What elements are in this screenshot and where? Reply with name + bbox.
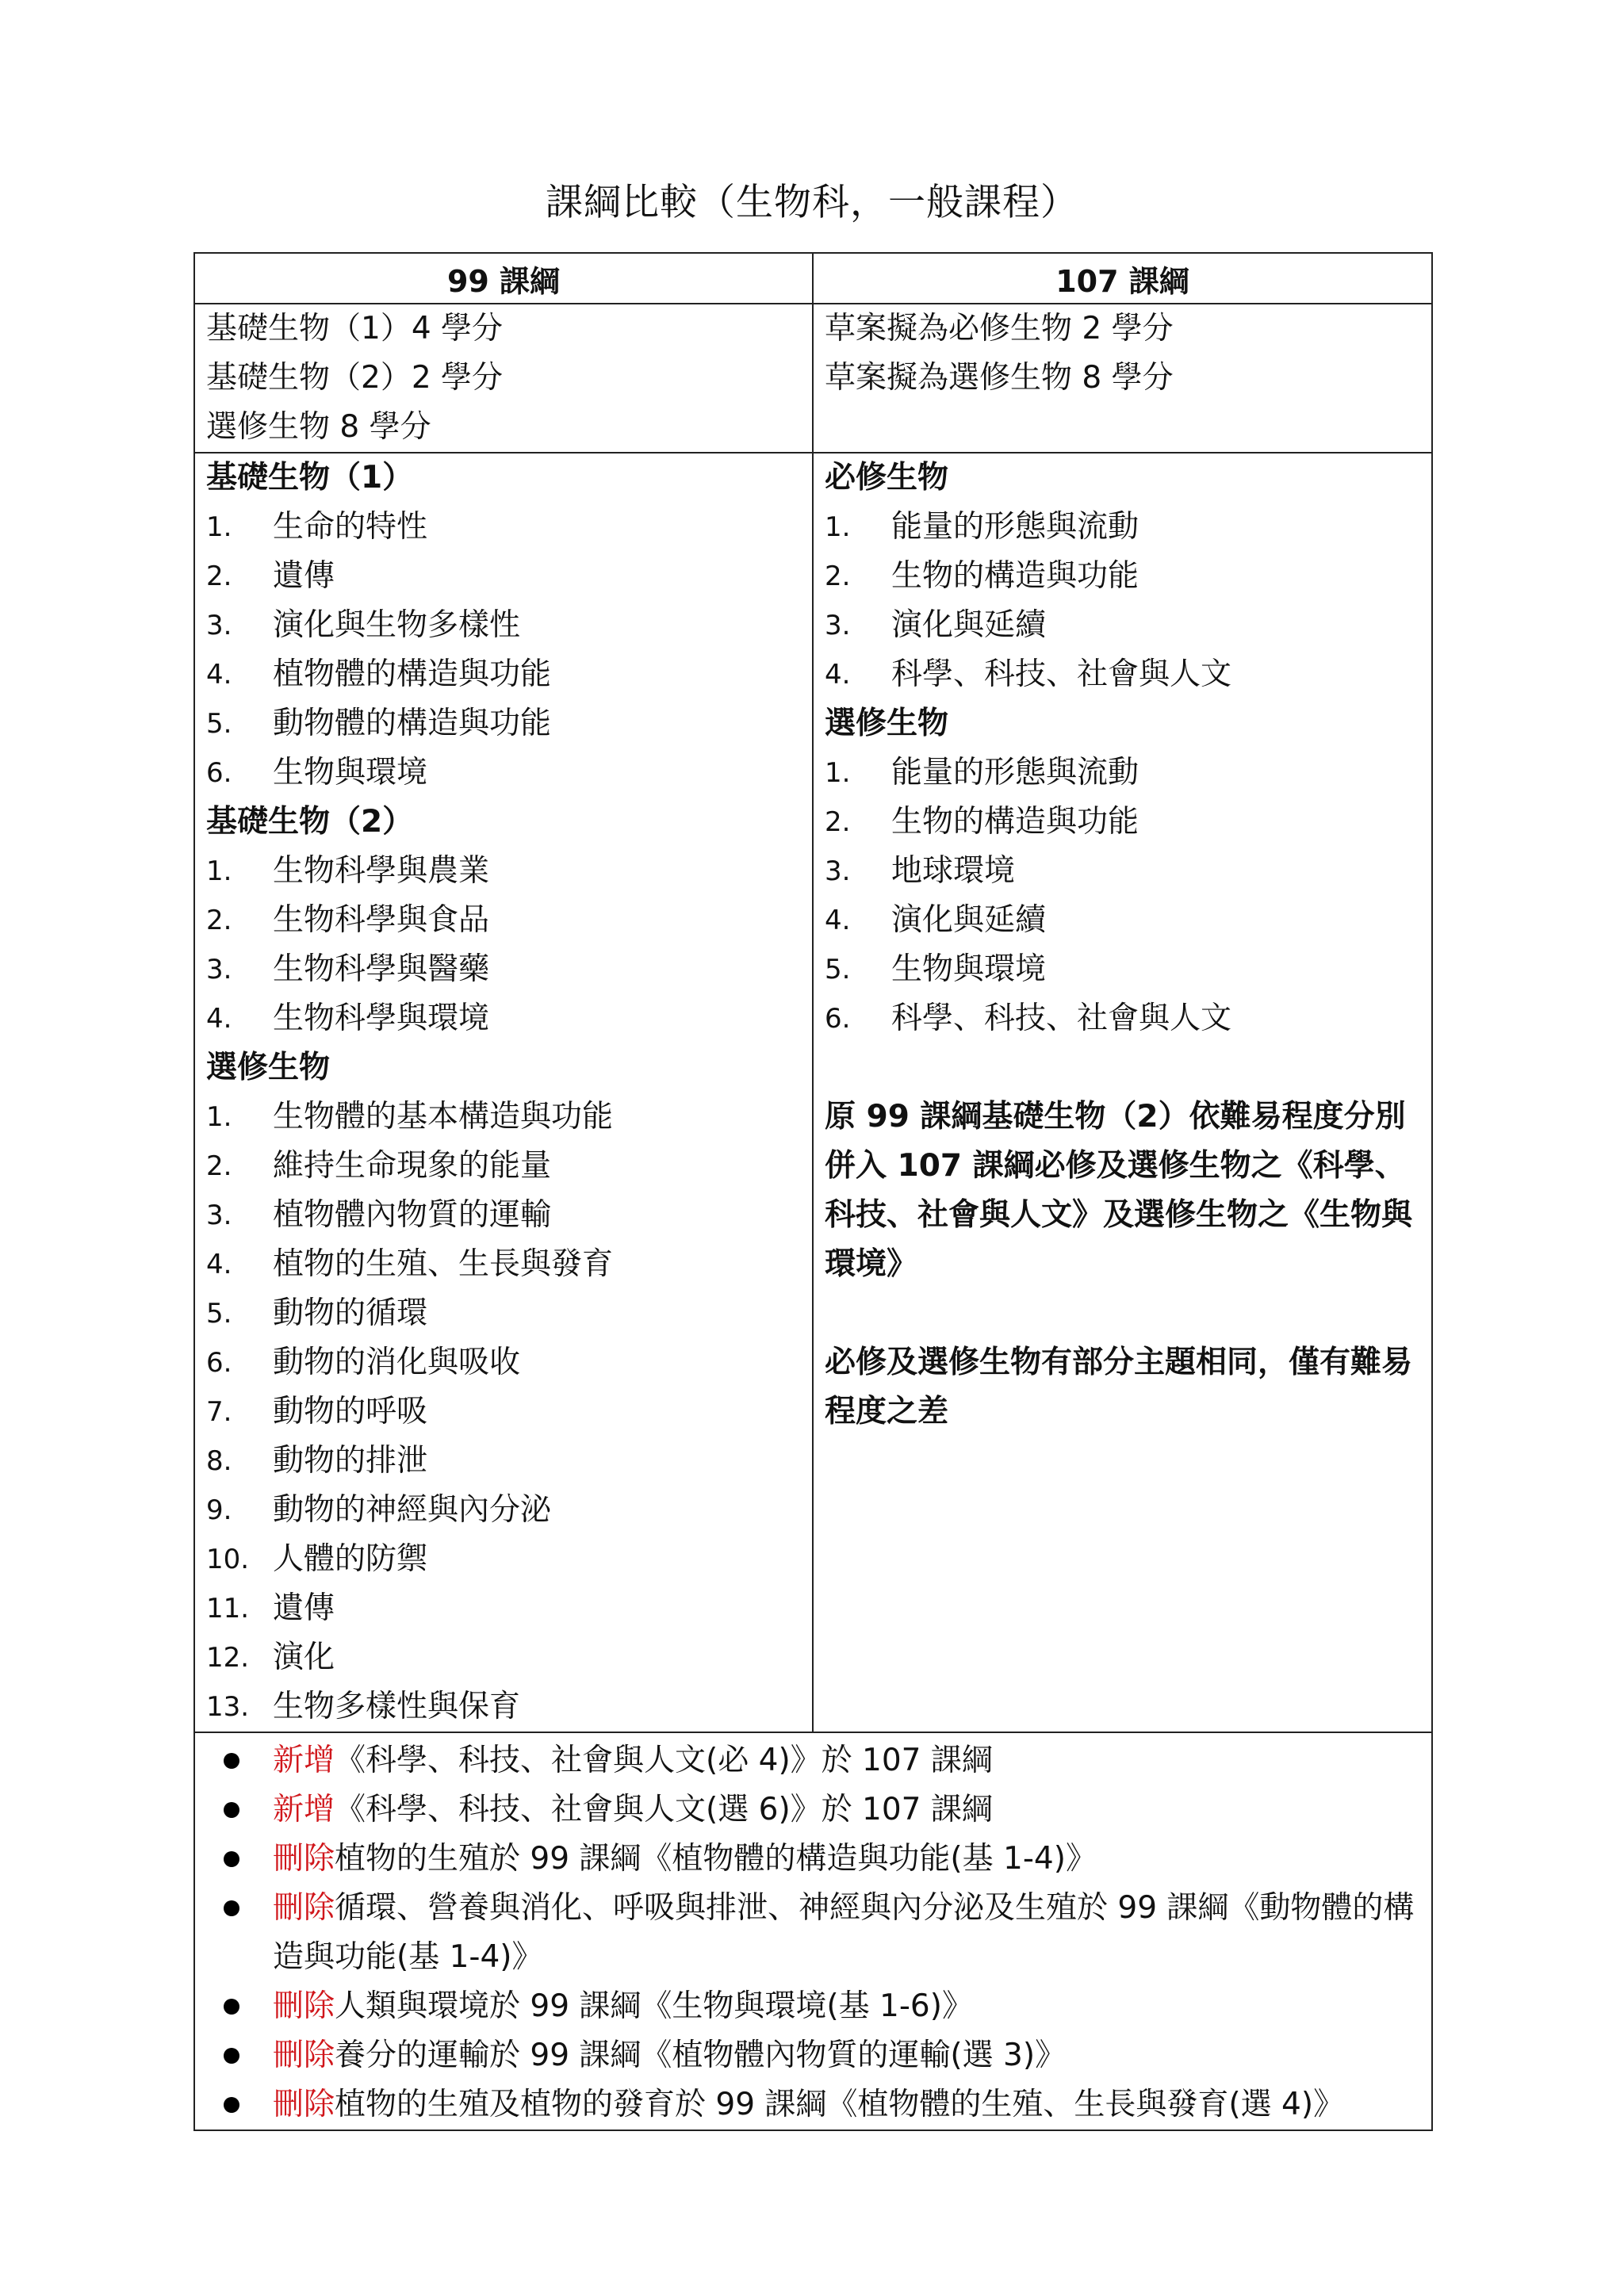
- topic-number: 4.: [206, 1249, 232, 1280]
- credit-line: 草案擬為必修生物 2 學分: [825, 311, 1174, 346]
- credit-line: 基礎生物（2）2 學分: [206, 360, 504, 396]
- change-action: 新增: [273, 1792, 335, 1827]
- topic-text: 遺傳: [273, 558, 335, 594]
- bullet-icon: [206, 1982, 273, 2031]
- change-text: [273, 1884, 1420, 1982]
- header-99: 99 課綱: [194, 253, 813, 304]
- topic-item: [206, 650, 801, 699]
- topic-number: 3.: [825, 610, 851, 641]
- change-text: [273, 1736, 993, 1785]
- topic-number: 5.: [206, 1298, 232, 1330]
- topic-text: 科學、科技、社會與人文: [891, 656, 1232, 692]
- topic-item: [825, 503, 1420, 552]
- topic-text: 生物的構造與功能: [891, 558, 1139, 594]
- change-detail: 人類與環境於 99 課綱《生物與環境(基 1-6)》: [335, 1988, 973, 2024]
- topic-text: 動物體的構造與功能: [273, 706, 552, 741]
- topic-text: 植物體的構造與功能: [273, 656, 552, 692]
- topic-text: 植物的生殖、生長與發育: [273, 1246, 614, 1282]
- credits-99: [194, 304, 813, 453]
- topic-number: 3.: [206, 610, 232, 641]
- spacer: [825, 1043, 1420, 1093]
- topic-item: [206, 1387, 801, 1437]
- topic-item: [206, 1338, 801, 1387]
- topic-item: [206, 847, 801, 896]
- header-107: 107 課綱: [813, 253, 1432, 304]
- topic-text: 地球環境: [891, 853, 1016, 889]
- topic-number: 11.: [206, 1593, 250, 1624]
- topic-item: [206, 699, 801, 748]
- topic-item: [825, 552, 1420, 601]
- topic-item: [206, 994, 801, 1043]
- change-text: [273, 1785, 993, 1835]
- change-detail: 植物的生殖及植物的發育於 99 課綱《植物體的生殖、生長與發育(選 4)》: [335, 2087, 1345, 2122]
- topic-number: 5.: [206, 708, 232, 740]
- change-item: [206, 2031, 1420, 2080]
- change-item: [206, 1785, 1420, 1835]
- topic-item: [206, 552, 801, 601]
- topic-number: 4.: [825, 659, 851, 691]
- bullet-icon: [206, 2031, 273, 2080]
- topic-item: [825, 798, 1420, 847]
- credits-row: [194, 304, 1432, 453]
- change-action: 刪除: [273, 1890, 335, 1926]
- topic-item: [206, 1682, 801, 1732]
- topic-text: 生物科學與醫藥: [273, 951, 490, 987]
- topic-text: 演化與延續: [891, 607, 1047, 643]
- topic-text: 生物的構造與功能: [891, 804, 1139, 840]
- topic-text: 能量的形態與流動: [891, 755, 1139, 790]
- topic-number: 5.: [825, 954, 851, 985]
- topic-text: 演化: [273, 1640, 335, 1675]
- topic-number: 13.: [206, 1691, 250, 1723]
- topics-row: [194, 453, 1432, 1732]
- topic-text: 動物的排泄: [273, 1443, 428, 1479]
- topic-item: [825, 896, 1420, 945]
- credit-line: 草案擬為選修生物 8 學分: [825, 360, 1174, 396]
- note-difficulty: 必修及選修生物有部分主題相同，僅有難易程度之差: [825, 1345, 1413, 1429]
- topics-107-list: [825, 453, 1420, 1043]
- topic-item: [206, 1535, 801, 1584]
- topic-item: [206, 945, 801, 994]
- topic-item: [206, 1584, 801, 1633]
- change-item: [206, 1884, 1420, 1982]
- topic-item: [206, 896, 801, 945]
- topic-text: 演化與生物多樣性: [273, 607, 521, 643]
- topic-text: 動物的消化與吸收: [273, 1345, 521, 1380]
- topic-item: [206, 1633, 801, 1682]
- change-item: [206, 2080, 1420, 2130]
- topic-text: 生物體的基本構造與功能: [273, 1099, 614, 1135]
- topic-item: [206, 1142, 801, 1191]
- topic-number: 8.: [206, 1445, 232, 1477]
- topic-number: 2.: [825, 806, 851, 838]
- change-action: 刪除: [273, 1988, 335, 2024]
- topic-text: 生物多樣性與保育: [273, 1689, 521, 1724]
- change-action: 新增: [273, 1743, 335, 1778]
- change-item: [206, 1835, 1420, 1884]
- topic-number: 1.: [206, 1101, 232, 1133]
- credit-line: 選修生物 8 學分: [206, 409, 431, 445]
- change-detail: 《科學、科技、社會與人文(必 4)》於 107 課綱: [335, 1743, 993, 1778]
- topic-text: 動物的循環: [273, 1295, 428, 1331]
- change-action: 刪除: [273, 2087, 335, 2122]
- header-row: [194, 253, 1432, 304]
- change-item: [206, 1982, 1420, 2031]
- topic-item: [825, 748, 1420, 798]
- change-action: 刪除: [273, 2038, 335, 2073]
- changes-list: [206, 1733, 1420, 2130]
- change-detail: 循環、營養與消化、呼吸與排泄、神經與內分泌及生殖於 99 課綱《動物體的構造與功能(基 1-4)》: [273, 1890, 1415, 1975]
- change-detail: 養分的運輸於 99 課綱《植物體內物質的運輸(選 3)》: [335, 2038, 1067, 2073]
- topic-item: [206, 1093, 801, 1142]
- topic-text: 生物與環境: [891, 951, 1047, 987]
- topic-text: 能量的形態與流動: [891, 509, 1139, 545]
- topic-number: 12.: [206, 1642, 250, 1674]
- topic-number: 2.: [825, 561, 851, 592]
- topic-number: 4.: [206, 659, 232, 691]
- topic-number: 3.: [206, 1200, 232, 1231]
- section-heading: 選修生物: [206, 1050, 331, 1085]
- topic-text: 植物體內物質的運輸: [273, 1197, 552, 1233]
- note-merge: 原 99 課綱基礎生物（2）依難易程度分別併入 107 課綱必修及選修生物之《科學、科技、社會與人文》及選修生物之《生物與環境》: [825, 1099, 1413, 1282]
- section-heading: 基礎生物（2）: [206, 804, 414, 840]
- change-action: 刪除: [273, 1841, 335, 1877]
- topic-number: 6.: [206, 757, 232, 789]
- topic-text: 人體的防禦: [273, 1541, 428, 1577]
- topic-number: 10.: [206, 1544, 250, 1575]
- bullet-icon: [206, 1736, 273, 1785]
- change-item: [206, 1736, 1420, 1785]
- topic-text: 科學、科技、社會與人文: [891, 1001, 1232, 1036]
- topic-item: [206, 1486, 801, 1535]
- topic-number: 1.: [825, 511, 851, 543]
- change-text: [273, 2080, 1344, 2130]
- credits-107: [813, 304, 1432, 453]
- topic-item: [825, 847, 1420, 896]
- section-heading: 基礎生物（1）: [206, 460, 414, 496]
- section-heading: 必修生物: [825, 460, 949, 496]
- topic-text: 維持生命現象的能量: [273, 1148, 552, 1184]
- page-title: 課綱比較（生物科，一般課程）: [546, 181, 1078, 224]
- topic-number: 2.: [206, 561, 232, 592]
- topic-text: 動物的神經與內分泌: [273, 1492, 552, 1528]
- topic-item: [206, 601, 801, 650]
- topic-number: 4.: [206, 1003, 232, 1035]
- topic-item: [206, 503, 801, 552]
- topic-item: [825, 650, 1420, 699]
- topic-item: [206, 748, 801, 798]
- change-detail: 植物的生殖於 99 課綱《植物體的構造與功能(基 1-4)》: [335, 1841, 1097, 1877]
- topic-number: 6.: [206, 1347, 232, 1379]
- topic-text: 生物科學與農業: [273, 853, 490, 889]
- topic-number: 3.: [825, 855, 851, 887]
- topic-item: [206, 1437, 801, 1486]
- topic-item: [825, 601, 1420, 650]
- bullet-icon: [206, 1785, 273, 1835]
- topic-text: 演化與延續: [891, 902, 1047, 938]
- topic-number: 2.: [206, 1150, 232, 1182]
- section-heading: 選修生物: [825, 706, 949, 741]
- topics-107: [813, 453, 1432, 1732]
- topic-number: 2.: [206, 905, 232, 936]
- bullet-icon: [206, 1884, 273, 1982]
- bullet-icon: [206, 2080, 273, 2130]
- topic-item: [206, 1240, 801, 1289]
- topic-item: [206, 1289, 801, 1338]
- topic-number: 7.: [206, 1396, 232, 1428]
- changes-cell: [194, 1732, 1432, 2130]
- topic-item: [825, 945, 1420, 994]
- topic-number: 6.: [825, 1003, 851, 1035]
- spacer: [825, 1289, 1420, 1338]
- topic-text: 遺傳: [273, 1590, 335, 1626]
- topic-text: 生物科學與環境: [273, 1001, 490, 1036]
- topic-number: 1.: [825, 757, 851, 789]
- topic-number: 1.: [206, 855, 232, 887]
- topic-text: 生物科學與食品: [273, 902, 490, 938]
- credit-line: 基礎生物（1）4 學分: [206, 311, 504, 346]
- topic-text: 動物的呼吸: [273, 1394, 428, 1429]
- bullet-icon: [206, 1835, 273, 1884]
- changes-row: [194, 1732, 1432, 2130]
- topic-text: 生物與環境: [273, 755, 428, 790]
- topic-item: [825, 994, 1420, 1043]
- change-text: [273, 2031, 1066, 2080]
- topic-number: 1.: [206, 511, 232, 543]
- topic-number: 4.: [825, 905, 851, 936]
- topic-item: [206, 1191, 801, 1240]
- change-text: [273, 1835, 1097, 1884]
- topic-number: 3.: [206, 954, 232, 985]
- change-detail: 《科學、科技、社會與人文(選 6)》於 107 課綱: [335, 1792, 993, 1827]
- topics-99: [194, 453, 813, 1732]
- topic-number: 9.: [206, 1494, 232, 1526]
- change-text: [273, 1982, 973, 2031]
- topic-text: 生命的特性: [273, 509, 428, 545]
- curriculum-comparison-table: [193, 252, 1433, 2131]
